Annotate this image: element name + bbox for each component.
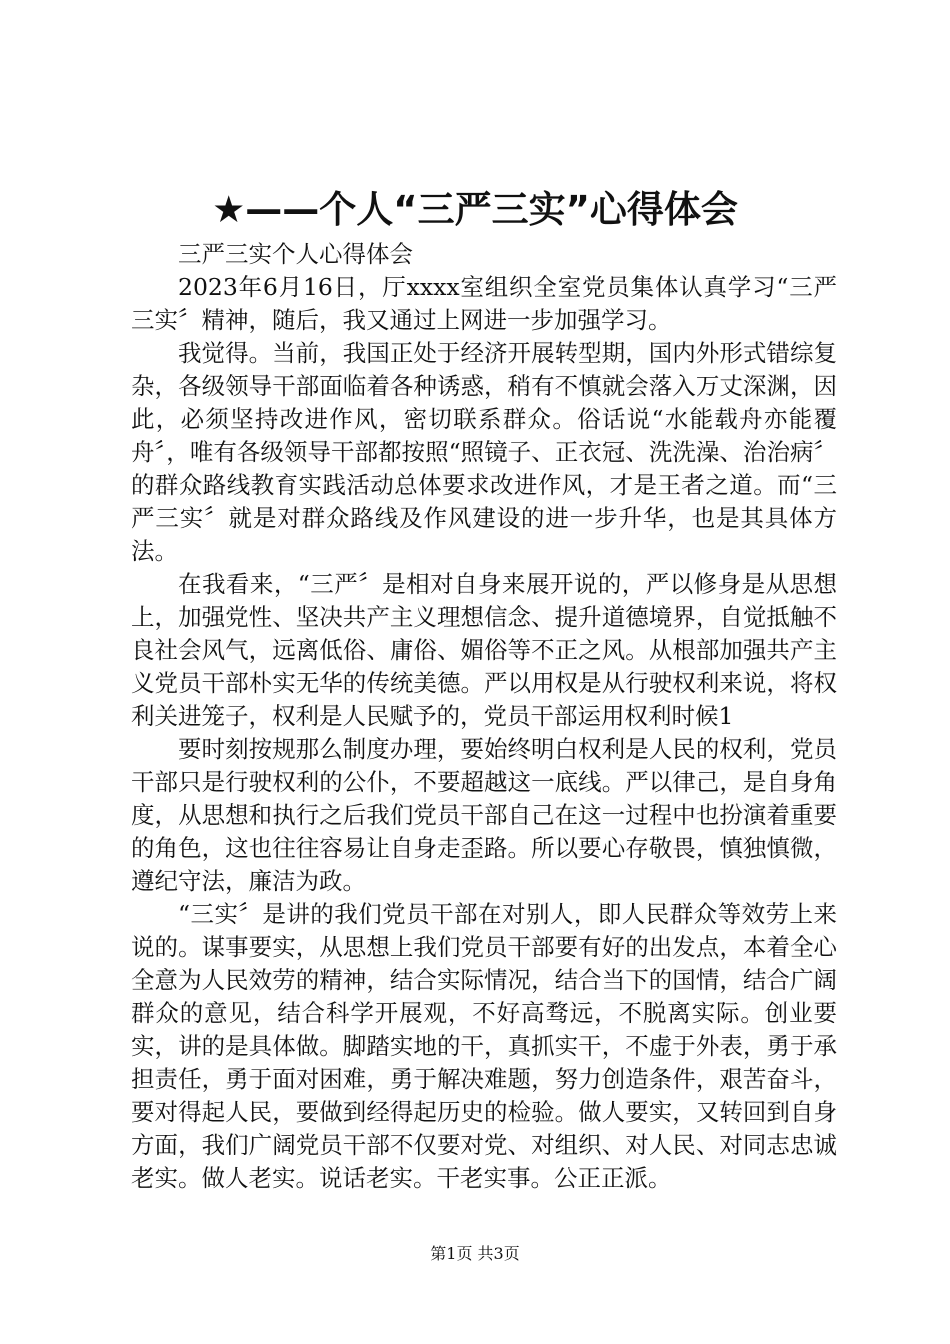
subtitle-paragraph: 三严三实个人心得体会 <box>178 240 413 268</box>
body-paragraph: “三实〞是讲的我们党员干部在对别人，即人民群众等效劳上来说的。谋事要实，从思想上我们党员干部要有好的出发点，本着全心全意为人民效劳的精神，结合实际情况，结合当下的国情，结合广阔群众的意见，结合科学开展观，不好高骛远，不脱离实际。创业要实，讲的是具体做。脚踏实地的干，真抓实干，不虚于外表，勇于承担责任，勇于面对困难，勇于解决难题，努力创造条件，艰苦奋斗，要对得起人民，要做到经得起历史的检验。做人要实，又转回到自身方面，我们广阔党员干部不仅要对党、对组织、对人民、对同志忠诚老实。做人老实。说话老实。干老实事。公正正派。 <box>131 900 837 1192</box>
page-footer: 第1页 共3页 <box>430 1244 520 1263</box>
body-paragraph: 在我看来，“三严〞是相对自身来展开说的，严以修身是从思想上，加强党性、坚决共产主义理想信念、提升道德境界，自觉抵触不良社会风气，远离低俗、庸俗、媚俗等不正之风。从根部加强共产主义党员干部朴实无华的传统美德。严以用权是从行驶权利来说，将权利关进笼子，权利是人民赋予的，党员干部运用权利时候1 <box>131 570 837 730</box>
body-paragraph: 2023年6月16日，厅xxxx室组织全室党员集体认真学习“三严三实〞精神，随后，我又通过上网进一步加强学习。 <box>131 273 837 334</box>
document-body <box>131 238 837 1195</box>
body-paragraph: 我觉得。当前，我国正处于经济开展转型期，国内外形式错综复杂，各级领导干部面临着各种诱惑，稍有不慎就会落入万丈深渊，因此，必须坚持改进作风，密切联系群众。俗话说“水能载舟亦能覆舟〞，唯有各级领导干部都按照“照镜子、正衣冠、洗洗澡、治治病〞的群众路线教育实践活动总体要求改进作风，才是王者之道。而“三严三实〞就是对群众路线及作风建设的进一步升华，也是其具体方法。 <box>131 339 837 565</box>
document-title: ★——个人“三严三实”心得体会 <box>212 188 738 231</box>
body-paragraph: 要时刻按规那么制度办理，要始终明白权利是人民的权利，党员干部只是行驶权利的公仆，不要超越这一底线。严以律己，是自身角度，从思想和执行之后我们党员干部自己在这一过程中也扮演着重要的角色，这也往往容易让自身走歪路。所以要心存敬畏，慎独慎微，遵纪守法，廉洁为政。 <box>131 735 837 895</box>
